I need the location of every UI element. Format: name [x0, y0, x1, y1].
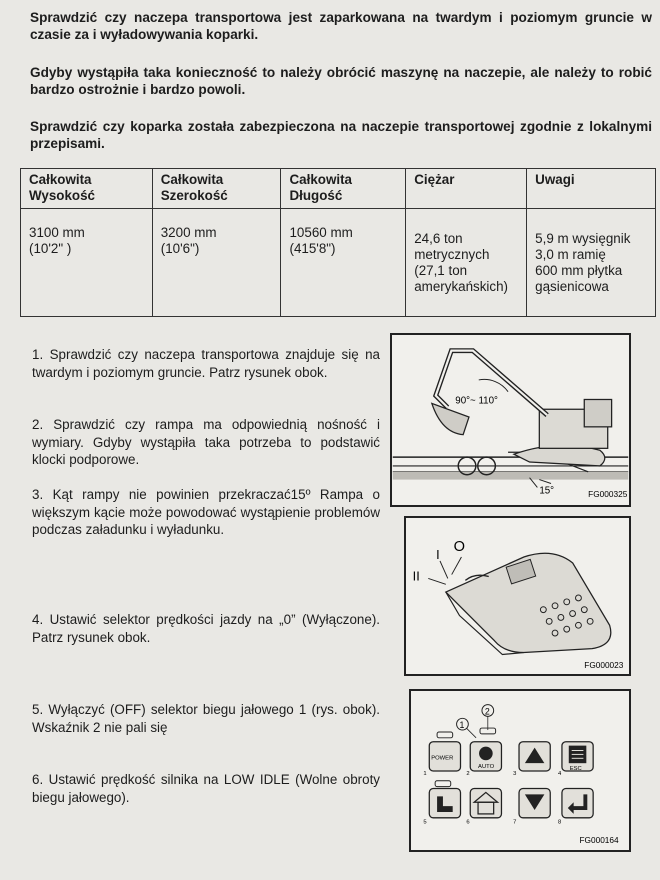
speed-selector-drawing — [406, 518, 629, 674]
cell-weight: 24,6 ton metrycznych (27,1 ton amerykańskich) — [406, 209, 527, 317]
step-4: 4. Ustawić selektor prędkości jazdy na „0” (Wyłączone). Patrz rysunek obok. — [32, 612, 380, 645]
step-5: 5. Wyłączyć (OFF) selektor biegu jałowego 1 (rys. obok). Wskaźnik 2 nie pali się — [32, 702, 380, 735]
svg-text:3: 3 — [513, 770, 517, 777]
svg-text:8: 8 — [558, 819, 562, 826]
angle-label: 90°~ 110° — [455, 395, 498, 407]
enter-key — [562, 789, 593, 818]
auto-label: AUTO — [478, 764, 495, 771]
cell-length: 10560 mm (415'8") — [281, 209, 406, 317]
table-header-width: Całkowita Szerokość — [152, 169, 281, 209]
paragraph-secure-machine: Sprawdzić czy koparka została zabezpieczona na naczepie transportowej zgodnie z lokalnymi przepisami. — [30, 119, 652, 151]
power-label: POWER — [431, 755, 454, 762]
figure-excavator-ramp — [390, 333, 631, 507]
paragraph-ground-check: Sprawdzić czy naczepa transportowa jest zaparkowana na twardym i poziomym gruncie w czasie za i wyładowywania koparki. — [30, 10, 652, 42]
figure-code: FG000023 — [584, 661, 624, 671]
ramp-angle-label: 15° — [539, 485, 555, 497]
svg-text:1: 1 — [423, 770, 427, 777]
label-ii: II — [412, 569, 420, 584]
label-i: I — [436, 547, 440, 562]
esc-label: ESC — [569, 766, 582, 773]
control-panel-drawing — [411, 691, 629, 850]
table-header-notes: Uwagi — [527, 169, 656, 209]
figure-code: FG000164 — [579, 835, 619, 846]
figure-code: FG000325 — [588, 489, 628, 500]
step-6: 6. Ustawić prędkość silnika na LOW IDLE (Wolne obroty biegu jałowego). — [32, 772, 380, 805]
figure-speed-selector — [404, 516, 631, 676]
table-header-length: Całkowita Długość — [281, 169, 406, 209]
table-row — [21, 209, 656, 317]
svg-text:2: 2 — [466, 770, 470, 777]
step-1: 1. Sprawdzić czy naczepa transportowa znajduje się na twardym i poziomym gruncie. Patrz rysunek obok. — [32, 347, 380, 380]
label-o: O — [453, 539, 466, 556]
svg-text:6: 6 — [466, 819, 470, 826]
cell-height: 3100 mm (10'2" ) — [21, 209, 153, 317]
table-header-height: Całkowita Wysokość — [21, 169, 153, 209]
cell-width: 3200 mm (10'6") — [152, 209, 281, 317]
svg-text:4: 4 — [558, 770, 562, 777]
step-2: 2. Sprawdzić czy rampa ma odpowiednią nośność i wymiary. Gdyby wystąpiła taka potrzeba to podstawić klocki podporowe. — [32, 417, 380, 467]
step-3: 3. Kąt rampy nie powinien przekraczać15º Rampa o większym kącie może powodować wystąpienie problemów podczas załadunku i wyładunku. — [32, 487, 380, 537]
figure-control-panel — [409, 689, 631, 852]
callout-2: 2 — [484, 706, 490, 717]
callout-1: 1 — [459, 720, 465, 731]
table-header-weight: Ciężar — [406, 169, 527, 209]
dimensions-table — [20, 168, 656, 317]
bucket-key — [429, 789, 460, 818]
paragraph-rotate-machine: Gdyby wystąpiła taka konieczność to należy obrócić maszynę na naczepie, ale należy to robić bardzo ostrożnie i bardzo powoli. — [30, 65, 652, 97]
svg-text:7: 7 — [513, 819, 517, 826]
svg-text:5: 5 — [423, 819, 427, 826]
cell-notes: 5,9 m wysięgnik 3,0 m ramię 600 mm płytka gąsienicowa — [527, 209, 656, 317]
table-header-row — [21, 169, 656, 209]
excavator-ramp-drawing — [392, 335, 629, 505]
